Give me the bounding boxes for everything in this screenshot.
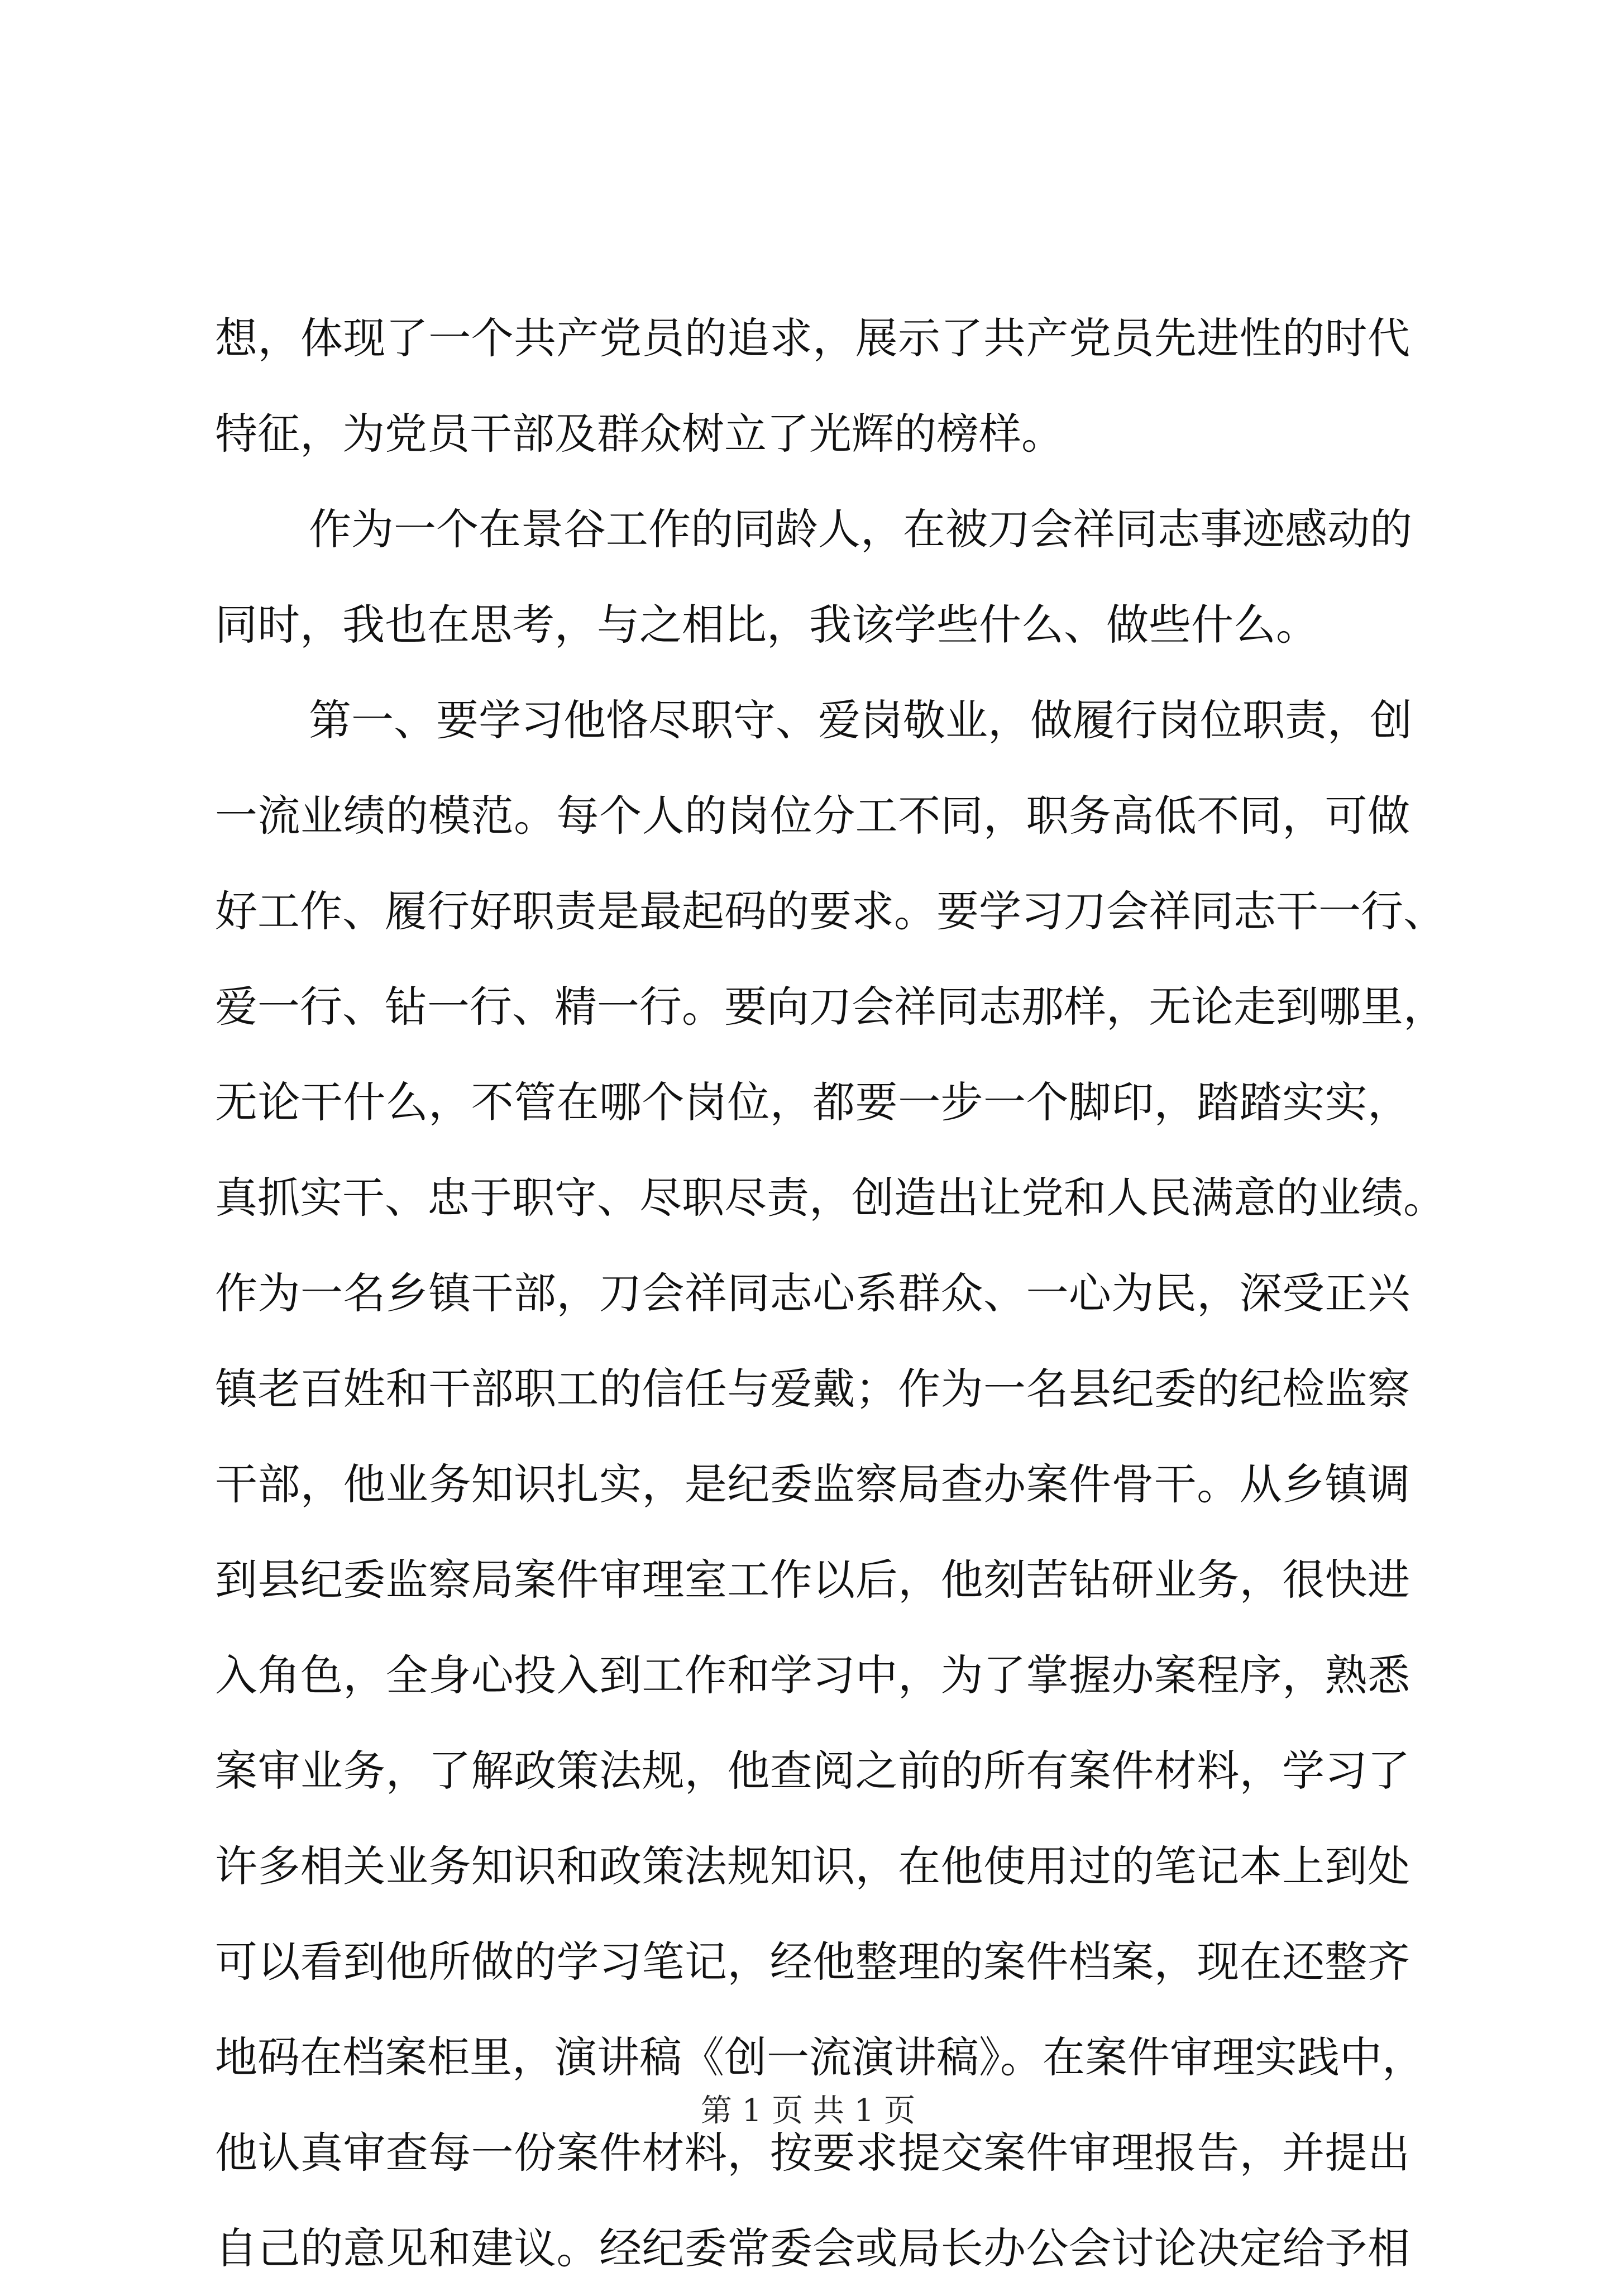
text-line-4: 同时，我也在思考，与之相比，我该学些什么、做些什么。 <box>215 600 1318 650</box>
text-line-2: 特征，为党员干部及群众树立了光辉的榜样。 <box>215 409 1064 459</box>
text-line-7: 好工作、履行好职责是最起码的要求。要学习刀会祥同志干一行、 <box>215 886 1446 936</box>
text-line-14: 到县纪委监察局案件审理室工作以后，他刻苦钻研业务，很快进 <box>215 1555 1410 1605</box>
text-line-10: 真抓实干、忠于职守、尽职尽责，创造出让党和人民满意的业绩。 <box>215 1173 1446 1223</box>
text-line-13: 干部，他业务知识扎实，是纪委监察局查办案件骨干。从乡镇调 <box>215 1459 1410 1509</box>
text-line-1: 想，体现了一个共产党员的追求，展示了共产党员先进性的时代 <box>215 313 1410 363</box>
text-line-17: 许多相关业务知识和政策法规知识，在他使用过的笔记本上到处 <box>215 1841 1410 1891</box>
text-line-16: 案审业务，了解政策法规，他查阅之前的所有案件材料，学习了 <box>215 1746 1410 1796</box>
text-line-5: 第一、要学习他恪尽职守、爱岗敬业，做履行岗位职责，创 <box>309 695 1412 745</box>
document-body <box>215 290 1446 2296</box>
text-line-15: 入角色，全身心投入到工作和学习中，为了掌握办案程序，熟悉 <box>215 1650 1410 1700</box>
text-line-9: 无论干什么，不管在哪个岗位，都要一步一个脚印，踏踏实实， <box>215 1077 1410 1127</box>
text-line-6: 一流业绩的模范。每个人的岗位分工不同，职务高低不同，可做 <box>215 791 1410 841</box>
text-line-21: 自己的意见和建议。经纪委常委会或局长办公会讨论决定给予相 <box>215 2223 1410 2273</box>
page-footer: 第 1 页 共 1 页 <box>700 2093 916 2129</box>
text-line-18: 可以看到他所做的学习笔记，经他整理的案件档案，现在还整齐 <box>215 1937 1410 1987</box>
text-line-20: 他认真审查每一份案件材料，按要求提交案件审理报告，并提出 <box>215 2128 1410 2178</box>
text-line-11: 作为一名乡镇干部，刀会祥同志心系群众、一心为民，深受正兴 <box>215 1268 1410 1318</box>
text-line-3: 作为一个在景谷工作的同龄人，在被刀会祥同志事迹感动的 <box>309 504 1412 554</box>
text-line-8: 爱一行、钻一行、精一行。要向刀会祥同志那样，无论走到哪里， <box>215 982 1446 1032</box>
text-line-19: 地码在档案柜里，演讲稿《创一流演讲稿》。在案件审理实践中， <box>215 2032 1424 2082</box>
text-line-12: 镇老百姓和干部职工的信任与爱戴；作为一名县纪委的纪检监察 <box>215 1364 1410 1414</box>
